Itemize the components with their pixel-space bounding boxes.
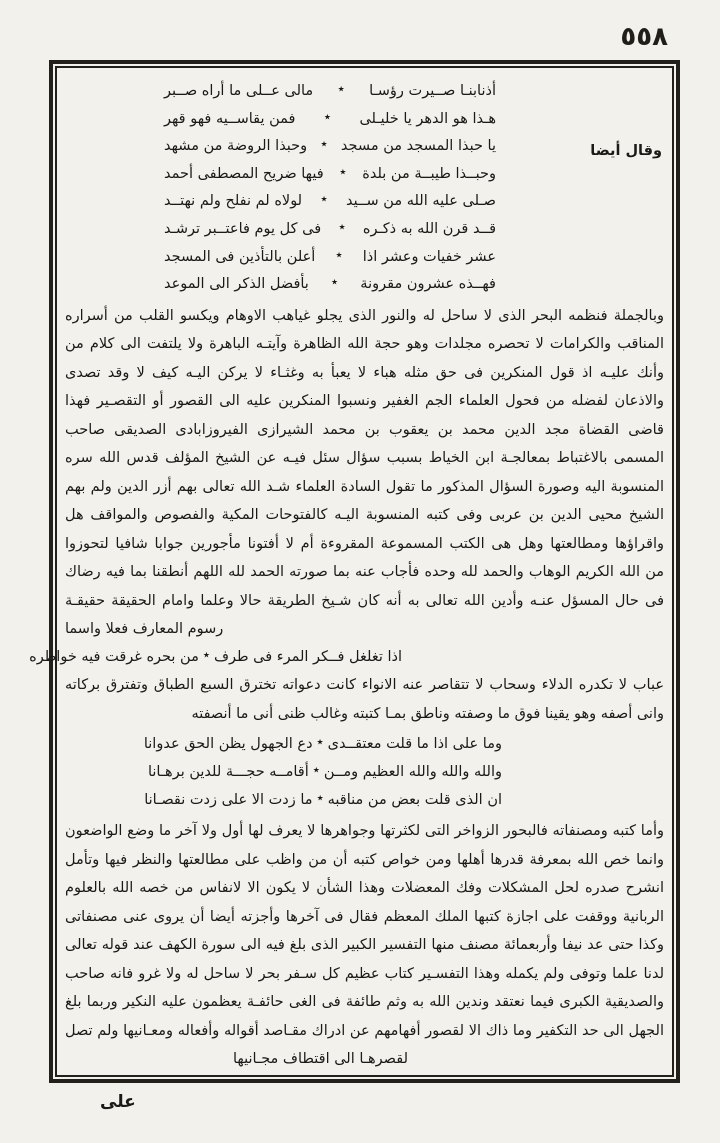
hemistich-right: يا حبذا المسجد من مسجد [340, 138, 496, 155]
prose-line: المسمى بالاغتباط بمعالجـة ابن الخياط بسبب سؤال سئل فيـه عن الشيخ المؤلف قدس الله سره [65, 450, 664, 467]
hemistich-left: مالى عــلى ما أراه صــبر [164, 83, 314, 99]
verse-separator-star: ٭ [335, 247, 343, 263]
verse-line [164, 78, 496, 106]
verse-line [164, 106, 496, 134]
hemistich-right: أذنابنـا صــيرت رؤسـا [369, 83, 496, 99]
verse-line [164, 161, 496, 189]
verse-line [144, 787, 502, 815]
prose-passage-2 [65, 671, 664, 728]
verse-line [29, 644, 402, 672]
hemistich-left: بأفضل الذكر الى الموعد [164, 276, 309, 293]
verse-line [164, 216, 496, 244]
poem-opening [164, 78, 496, 299]
hemistich-left: من بحره غرقت فيه خواطره [29, 648, 199, 665]
hemistich-left: دع الجهول يظن الحق عدوانا [143, 736, 313, 753]
verse-separator-star: ٭ [202, 647, 210, 663]
poem-three-verses [143, 731, 502, 814]
hemistich-right: صـلى عليه الله من ســيد [346, 193, 496, 210]
hemistich-left: لولاه لم نفلح ولم نهتــد [164, 193, 303, 210]
verse-line [147, 759, 502, 787]
prose-line-end: وانى أصفه وهو يقينا فوق ما وصفته وناطق بمـا كتبته وغالب ظنى أنى ما أنصفته [191, 705, 664, 722]
prose-line: الجهل الى حد التكفير وما ذاك الا لقصور أفهامهم عن ادراك مقـاصد أقواله وأفعاله ومعـانيها ولم تصل [65, 1022, 664, 1039]
hemistich-left: أقامــه حجـــة للدين برهـانا [147, 763, 309, 780]
prose-line: والاذعان لفضله من فحول العلماء الجم الغفير ونسبوا المنكرين عليه الى القصور أو التقصـير فهذا [65, 393, 664, 410]
prose-line: وأنك عليـه اذ قول المنكرين فى حق مثله هباء لا يعبأ به وغثـاء لا يركن اليـه كيف لا وقد تصدى [65, 364, 664, 381]
verse-separator-star: ٭ [320, 137, 328, 153]
page-number: ٥٥٨ [620, 22, 668, 52]
verse-separator-star: ٭ [331, 275, 339, 291]
page-border-frame [29, 60, 680, 1083]
verse-separator-star: ٭ [338, 219, 346, 235]
verse-separator-star: ٭ [312, 762, 320, 778]
verse-separator-star: ٭ [316, 790, 324, 806]
verse-line [164, 133, 496, 161]
verse-separator-star: ٭ [320, 192, 328, 208]
hemistich-right: اذا تغلغل فــكر المرء فى طرف [213, 648, 402, 665]
prose-line: الربانية ووقفت على اجازة كتبها الملك المعظم فقال فى آخرها وأجزته أيضا أن يروى عنى مصنفاتى [65, 908, 664, 925]
hemistich-left: فيها ضريح المصطفى أحمد [164, 165, 324, 182]
prose-line: الشيخ محيى الدين بن عربى وفى كتبه المنسوبة اليـه كالفتوحات المكية والفصوص والمواقف هل [65, 507, 664, 524]
prose-line: المنسوبة اليه وصورة السؤال المذكور ما تقول السادة العلماء شـد الله تعالى بهم أزر الدين ولم بهم [65, 478, 664, 495]
hemistich-right: وما على اذا ما قلت معتقــدى [327, 736, 502, 753]
prose-line-end: رسوم المعارف فعلا واسما [65, 621, 224, 638]
hemistich-left: فمن يقاســيه فهو قهر [164, 110, 296, 127]
hemistich-right: ان الذى قلت بعض من مناقبه [327, 791, 502, 808]
prose-line: وبالجملة فنظمه البحر الذى لا ساحل له والنور الذى يجلو غياهب الاوهام ويكسو القلب من أسراره [65, 307, 664, 324]
verse-separator-star: ٭ [339, 164, 347, 180]
verse-line [164, 188, 496, 216]
prose-line: من الله الكريم الوهاب والحمد لله وحده فأجاب عنه بما صورته الحمد لله اللهم أنطقنا بما فيه رضاك [65, 564, 664, 581]
prose-line: قاضى القضاة مجد الدين محمد بن يعقوب بن محمد الشيرازى الفيروزابادى الصديقى صاحب [65, 421, 664, 438]
hemistich-left: فى كل يوم فاعتــبر ترشـد [164, 220, 322, 237]
verse-separator-star: ٭ [337, 82, 345, 97]
prose-line-end: لقصرهـا الى اقتطاف مجـانيها [233, 1051, 408, 1068]
prose-line: المناقب والكرامات لا تحصره مجلدات وهو حجة الله الظاهرة وآيتـه الباهرة ولا يلتفت الى كلام من [65, 336, 664, 353]
verse-separator-star: ٭ [316, 735, 324, 751]
page-border-inner-rule [29, 66, 674, 1077]
verse-line [143, 731, 502, 759]
hemistich-left: أعلن بالتأذين فى المسجد [164, 248, 316, 265]
prose-line: وأما كتبه ومصنفاته فالبحور الزواخر التى لكثرتها وجواهرها لا يعرف لها أول ولا آخر ما وضع الواضعون [65, 823, 664, 840]
hemistich-right: وحبــذا طيبــة من بلدة [362, 165, 496, 182]
hemistich-right: عشر خفيات وعشر اذا [362, 248, 496, 265]
prose-line: انشرح صدره لحل المشكلات وفك المعضلات وهذا الشأن لا يكون الا لانفاس من خصه الله بالعلوم [65, 880, 664, 897]
page-text-block [29, 78, 664, 1077]
verse-line [164, 244, 496, 272]
prose-line: واقراؤها ومطالعتها وهل هى الكتب المسموعة المقروءة أم لا أفتونا مأجورين جوابا شافيا لتحوزوا [65, 535, 664, 552]
prose-line: وكذا حتى عد نيفا وأربعمائة مصنف منها التفسير الكبير الذى بلغ فيه الى سورة الكهف عند قوله تعالى [65, 937, 664, 954]
hemistich-right: قــد قرن الله به ذكـره [362, 220, 496, 237]
prose-line: والصديقية الكبرى فيما نعتقد وندين الله به وثم طائفة فى الغى حائفـة يعظمون عليه النكير وربما بلغ [65, 994, 664, 1011]
verse-separator-star: ٭ [323, 109, 332, 125]
hemistich-right: فهــذه عشرون مقرونة [360, 276, 496, 293]
hemistich-right: والله والله والله العظيم ومــن [323, 763, 502, 780]
prose-line: عباب لا تكدره الدلاء وسحاب لا تتقاصر عنه الانواء كانت دعواته تخترق السبع الطباق وتفترق بركاته [65, 677, 664, 694]
prose-line: فى حال المسؤل عنـه وأدين الله تعالى به أنه كان شـيخ الطريقة حالا وعلما وامام الحقيقة حقيقـة [65, 592, 664, 609]
prose-passage-3 [65, 817, 664, 1074]
catchword: على [100, 1092, 136, 1112]
hemistich-right: هـذا هو الدهر يا خليـلى [359, 110, 496, 127]
prose-line: لدنا علما وتوفى ولم يكمله وهذا التفسـير كتاب عظيم كل سـفر بحر لا ساحل له ولا غرو فانه صاحب [65, 965, 664, 982]
hemistich-left: ما زدت الا على زدت نقصـانا [144, 791, 313, 808]
prose-passage-1 [65, 302, 664, 644]
prose-line: وانما خص الله بمعرفة قدرها أهلها ومن خواص كتبه أن من واظب على مطالعتها والنظر فيها وتأمل [65, 851, 664, 868]
poem-middle-single-verse [29, 644, 402, 672]
margin-note-waqala-aydan: وقال أيضا [590, 143, 662, 159]
hemistich-left: وحبذا الروضة من مشهد [164, 138, 308, 155]
verse-line [164, 271, 496, 299]
